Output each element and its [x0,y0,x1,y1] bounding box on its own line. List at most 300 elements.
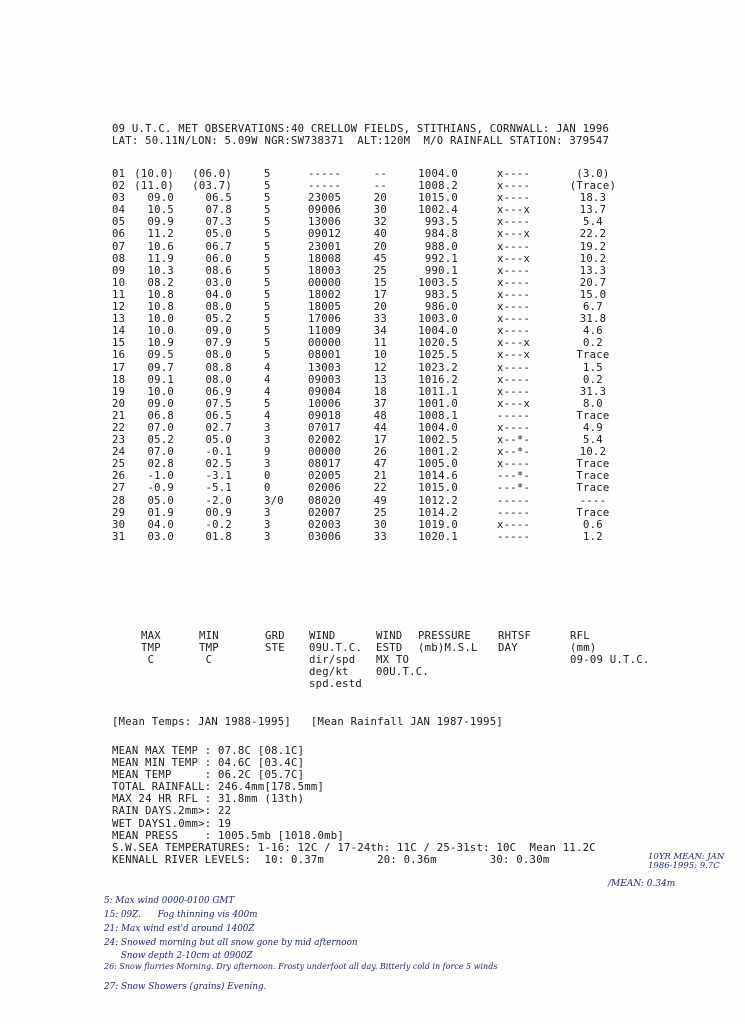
table-row [112,241,632,253]
table-row [112,519,632,531]
summary-line: RAIN DAYS.2mm>: 22 [112,805,232,818]
cell-max: 06.8 [147,409,174,422]
table-row [112,337,632,349]
cell-rfl: 19.2 [579,240,607,253]
cell-grd: 3 [264,434,271,447]
header-line: PRESSURE [418,630,472,642]
cell-max: 10.3 [147,264,174,277]
station-location: LAT: 50.11N/LON: 5.09W NGR:SW738371 ALT:120M M/O RAINFALL STATION: 379547 [112,135,610,147]
cell-estd: 11 [373,337,387,350]
report-title: 09 U.T.C. MET OBSERVATIONS:40 CRELLOW FIELDS, STITHIANS, CORNWALL: JAN 1996 [112,123,610,135]
header-line: WIND [376,630,403,642]
cell-grd: 9 [264,446,271,459]
cell-grd: 5 [264,288,271,301]
cell-wind: 02003 [308,518,342,531]
cell-max: 04.0 [147,518,174,531]
cell-estd: 37 [373,397,387,410]
cell-rh: x---- [497,313,531,326]
cell-rh: x---- [497,276,531,289]
cell-day: 31 [112,530,126,543]
cell-day: 28 [112,494,126,507]
header-line: 09-09 U.T.C. [570,654,650,666]
cell-max: 10.0 [147,385,174,398]
cell-max: 05.2 [147,434,174,447]
cell-estd: 17 [373,288,387,301]
cell-max: -1.0 [147,470,174,483]
cell-grd: 5 [264,192,271,205]
cell-day: 30 [112,518,126,531]
cell-wind: 09012 [308,228,342,241]
cell-rh: x---x [497,349,531,362]
header-line: GRD [265,630,285,642]
cell-day: 18 [112,373,126,386]
cell-grd: 3/0 [264,494,284,507]
cell-estd: -- [373,180,387,193]
cell-wind: 02005 [308,470,342,483]
cell-rh: x---x [497,204,531,217]
cell-day: 24 [112,446,126,459]
cell-min: 08.6 [205,264,232,277]
cell-rfl: Trace [576,470,610,483]
means-period-line: [Mean Temps: JAN 1988-1995] [Mean Rainfall JAN 1987-1995] [112,716,504,728]
header-line: spd.estd [309,678,363,690]
cell-min: 06.5 [205,192,232,205]
cell-grd: 5 [264,276,271,289]
cell-pres: 1016.2 [418,373,458,386]
table-row [112,458,632,470]
cell-pres: 1014.6 [418,470,458,483]
cell-pres: 1004.0 [418,325,458,338]
cell-grd: 4 [264,409,271,422]
cell-rh: ----- [497,506,531,519]
header-line: dir/spd [309,654,356,666]
cell-grd: 5 [264,204,271,217]
cell-wind: 07017 [308,421,342,434]
cell-min: (06.0) [192,168,232,180]
cell-rh: x---- [497,458,531,471]
cell-grd: 5 [264,180,271,193]
cell-max: 01.9 [147,506,174,519]
cell-wind: 08020 [308,494,342,507]
table-row [112,277,632,289]
cell-estd: 22 [373,482,387,495]
cell-min: -0.2 [205,518,232,531]
cell-rfl: (Trace) [569,180,617,193]
cell-pres: 1004.0 [418,168,458,180]
cell-pres: 1020.1 [418,530,458,543]
cell-pres: 1008.1 [418,409,458,422]
cell-day: 16 [112,349,126,362]
handwritten-note: 27: Snow Showers (grains) Evening. [104,982,267,992]
cell-wind: 13006 [308,216,342,229]
monthly-summary [112,745,732,866]
header-line: MAX [141,630,161,642]
handwritten-note: 15: 09Z. Fog thinning vis 400m [104,910,258,920]
header-line: MX TO [376,654,410,666]
cell-min: 07.8 [205,204,232,217]
cell-min: -5.1 [205,482,232,495]
cell-rfl: Trace [576,458,610,471]
cell-grd: 5 [264,325,271,338]
cell-rfl: 10.2 [579,446,607,459]
cell-day: 19 [112,385,126,398]
cell-day: 26 [112,470,126,483]
cell-wind: 09004 [308,385,342,398]
cell-wind: 09006 [308,204,342,217]
table-row [112,374,632,386]
cell-grd: 5 [264,252,271,265]
table-row [112,204,632,216]
cell-pres: 1001.2 [418,446,458,459]
cell-day: 11 [112,288,126,301]
cell-day: 14 [112,325,126,338]
cell-pres: 1008.2 [418,180,458,193]
cell-pres: 1004.0 [418,421,458,434]
cell-rh: ----- [497,530,531,543]
cell-day: 23 [112,434,126,447]
cell-day: 29 [112,506,126,519]
cell-max: 11.2 [147,228,174,241]
cell-min: 00.9 [205,506,232,519]
cell-rfl: 4.9 [583,421,603,434]
cell-estd: 17 [373,434,387,447]
summary-line: TOTAL RAINFALL: 246.4mm[178.5mm] [112,781,325,794]
cell-estd: 44 [373,421,387,434]
cell-rh: ---*- [497,482,531,495]
header-line: (mm) [570,642,597,654]
cell-max: 11.9 [147,252,174,265]
cell-rh: x---- [497,264,531,277]
cell-rh: x---- [497,288,531,301]
handwritten-note: 24: Snowed morning but all snow gone by mid afternoon [104,938,358,948]
cell-estd: 33 [373,313,387,326]
cell-day: 22 [112,421,126,434]
table-row [112,482,632,494]
cell-max: 09.1 [147,373,174,386]
cell-rh: x--*- [497,434,531,447]
table-row [112,446,632,458]
cell-grd: 5 [264,228,271,241]
cell-day: 15 [112,337,126,350]
cell-min: (03.7) [192,180,232,193]
cell-rh: x---x [497,228,531,241]
cell-wind: 02006 [308,482,342,495]
cell-pres: 1003.0 [418,313,458,326]
cell-rh: x---- [497,180,531,193]
cell-wind: 10006 [308,397,342,410]
summary-line: MEAN MIN TEMP : 04.6C [03.4C] [112,757,305,770]
cell-min: -0.1 [205,446,232,459]
cell-rh: x---x [497,337,531,350]
cell-min: 05.0 [205,434,232,447]
cell-estd: 45 [373,252,387,265]
cell-grd: 0 [264,482,271,495]
cell-min: -3.1 [205,470,232,483]
cell-day: 10 [112,276,126,289]
cell-rfl: 18.3 [579,192,607,205]
summary-line: MEAN TEMP : 06.2C [05.7C] [112,769,305,782]
cell-estd: 20 [373,192,387,205]
cell-grd: 5 [264,337,271,350]
header-rainfall [570,630,650,666]
cell-rfl: (3.0) [576,168,610,180]
cell-max: 10.0 [147,325,174,338]
cell-min: 03.0 [205,276,232,289]
table-row [112,507,632,519]
summary-line: MEAN PRESS : 1005.5mb [1018.0mb] [112,829,344,842]
cell-min: 06.7 [205,240,232,253]
cell-max: -0.9 [147,482,174,495]
cell-grd: 3 [264,458,271,471]
cell-wind: 18002 [308,288,342,301]
table-row [112,180,632,192]
cell-estd: 48 [373,409,387,422]
cell-day: 12 [112,301,126,314]
cell-rh: x---- [497,240,531,253]
cell-min: 04.0 [205,288,232,301]
cell-grd: 4 [264,373,271,386]
cell-pres: 983.5 [424,288,458,301]
header-wind [309,630,362,690]
cell-min: 08.8 [205,361,232,374]
cell-pres: 1005.0 [418,458,458,471]
cell-rfl: 15.0 [579,288,607,301]
cell-max: 02.8 [147,458,174,471]
table-row [112,422,632,434]
cell-pres: 988.0 [424,240,458,253]
cell-min: 02.5 [205,458,232,471]
cell-rh: ---*- [497,470,531,483]
cell-grd: 3 [264,518,271,531]
cell-rfl: 13.3 [579,264,607,277]
cell-day: 20 [112,397,126,410]
cell-grd: 3 [264,506,271,519]
cell-min: 06.5 [205,409,232,422]
cell-rh: x---- [497,325,531,338]
cell-rfl: 8.0 [583,397,603,410]
cell-rfl: 20.7 [579,276,607,289]
cell-day: 04 [112,204,126,217]
handwritten-note: 5: Max wind 0000-0100 GMT [104,896,235,906]
cell-day: 27 [112,482,126,495]
cell-max: 10.8 [147,301,174,314]
cell-wind: ----- [308,180,342,193]
summary-line: S.W.SEA TEMPERATURES: 1-16: 12C / 17-24th: 11C / 25-31st: 10C Mean 11.2C [112,841,596,854]
cell-day: 13 [112,313,126,326]
cell-rh: ----- [497,494,531,507]
cell-wind: 00000 [308,337,342,350]
header-line: (mb)M.S.L [418,642,478,654]
cell-max: 07.0 [147,446,174,459]
cell-day: 02 [112,180,126,193]
cell-min: 06.9 [205,385,232,398]
cell-min: 08.0 [205,301,232,314]
report-header [112,123,732,147]
cell-pres: 1012.2 [418,494,458,507]
cell-estd: 40 [373,228,387,241]
header-line: C [205,654,213,666]
cell-rfl: 1.5 [583,361,603,374]
cell-min: 07.9 [205,337,232,350]
cell-rfl: 10.2 [579,252,607,265]
header-line: DAY [498,642,518,654]
cell-grd: 5 [264,397,271,410]
table-row [112,253,632,265]
cell-estd: 20 [373,301,387,314]
table-row [112,228,632,240]
cell-min: 08.0 [205,349,232,362]
cell-pres: 1014.2 [418,506,458,519]
cell-rfl: 0.2 [583,373,603,386]
cell-estd: 30 [373,518,387,531]
cell-wind: 03006 [308,530,342,543]
table-row [112,349,632,361]
header-line: 00U.T.C. [376,666,430,678]
cell-rfl: 1.2 [583,530,603,543]
table-row [112,289,632,301]
cell-estd: 26 [373,446,387,459]
header-min-temp [199,630,219,666]
cell-rfl: 5.4 [583,216,603,229]
cell-estd: 49 [373,494,387,507]
summary-line: WET DAYS1.0mm>: 19 [112,817,232,830]
cell-pres: 993.5 [424,216,458,229]
summary-line: KENNALL RIVER LEVELS: 10: 0.37m 20: 0.36m 30: 0.30m [112,853,550,866]
cell-max: 07.0 [147,421,174,434]
cell-pres: 1023.2 [418,361,458,374]
cell-grd: 4 [264,361,271,374]
cell-day: 05 [112,216,126,229]
cell-day: 17 [112,361,126,374]
cell-estd: 25 [373,506,387,519]
summary-line: MEAN MAX TEMP : 07.8C [08.1C] [112,745,305,757]
cell-min: 05.2 [205,313,232,326]
cell-wind: 23005 [308,192,342,205]
cell-grd: 3 [264,530,271,543]
header-line: ESTD [376,642,403,654]
cell-wind: 23001 [308,240,342,253]
cell-estd: 30 [373,204,387,217]
cell-estd: 10 [373,349,387,362]
cell-wind: 08001 [308,349,342,362]
cell-pres: 1002.5 [418,434,458,447]
cell-wind: 18008 [308,252,342,265]
cell-rfl: ---- [579,494,607,507]
cell-grd: 5 [264,216,271,229]
handwritten-note: 26: Snow flurries Morning. Dry afternoon. Frosty underfoot all day. Bitterly cold in force 5 winds [104,962,498,971]
cell-min: 07.3 [205,216,232,229]
cell-rfl: 31.3 [579,385,607,398]
cell-rfl: Trace [576,506,610,519]
cell-pres: 1020.5 [418,337,458,350]
handwritten-river-mean: /MEAN: 0.34m [608,879,676,889]
cell-min: 02.7 [205,421,232,434]
header-line: RHTSF [498,630,532,642]
table-row [112,386,632,398]
cell-rfl: Trace [576,482,610,495]
cell-min: 09.0 [205,325,232,338]
cell-grd: 5 [264,313,271,326]
cell-rh: ----- [497,409,531,422]
cell-rh: x---- [497,192,531,205]
cell-grd: 3 [264,421,271,434]
header-line: WIND [309,630,336,642]
cell-estd: 47 [373,458,387,471]
table-row [112,265,632,277]
summary-line: MAX 24 HR RFL : 31.8mm (13th) [112,793,305,806]
cell-grd: 5 [264,264,271,277]
cell-rh: x---- [497,301,531,314]
header-line: C [147,654,155,666]
cell-day: 21 [112,409,126,422]
handwritten-note: 21: Max wind est'd around 1400Z [104,924,255,934]
table-row [112,362,632,374]
header-line: TMP [199,642,219,654]
cell-estd: 18 [373,385,387,398]
cell-rfl: 0.2 [583,337,603,350]
cell-rfl: 5.4 [583,434,603,447]
cell-wind: 18003 [308,264,342,277]
cell-min: 01.8 [205,530,232,543]
cell-max: (10.0) [134,168,174,180]
cell-estd: 13 [373,373,387,386]
cell-max: 09.5 [147,349,174,362]
cell-min: -2.0 [205,494,232,507]
cell-rh: x---- [497,168,531,180]
cell-min: 05.0 [205,228,232,241]
cell-rh: x---- [497,385,531,398]
cell-pres: 986.0 [424,301,458,314]
cell-day: 06 [112,228,126,241]
cell-rh: x---- [497,373,531,386]
cell-day: 09 [112,264,126,277]
cell-rfl: 6.7 [583,301,603,314]
table-row [112,325,632,337]
cell-wind: 09018 [308,409,342,422]
cell-grd: 5 [264,349,271,362]
cell-pres: 1011.1 [418,385,458,398]
cell-pres: 984.8 [424,228,458,241]
header-max-temp [141,630,161,666]
cell-rh: x---x [497,252,531,265]
table-row [112,434,632,446]
cell-estd: 12 [373,361,387,374]
cell-wind: 17006 [308,313,342,326]
cell-rh: x--*- [497,446,531,459]
cell-wind: 02007 [308,506,342,519]
table-row [112,531,632,543]
header-line: RFL [570,630,590,642]
cell-max: (11.0) [134,180,174,193]
table-row [112,410,632,422]
header-line: deg/kt [309,666,349,678]
cell-estd: 20 [373,240,387,253]
table-row [112,495,632,507]
cell-day: 01 [112,168,126,180]
cell-rh: x---- [497,361,531,374]
table-row [112,470,632,482]
cell-pres: 1019.0 [418,518,458,531]
cell-wind: 09003 [308,373,342,386]
cell-wind: 18005 [308,301,342,314]
cell-max: 03.0 [147,530,174,543]
cell-max: 10.8 [147,288,174,301]
cell-estd: 34 [373,325,387,338]
header-line: 09U.T.C. [309,642,363,654]
header-rhtsf [498,630,531,654]
cell-wind: 08017 [308,458,342,471]
table-row [112,313,632,325]
